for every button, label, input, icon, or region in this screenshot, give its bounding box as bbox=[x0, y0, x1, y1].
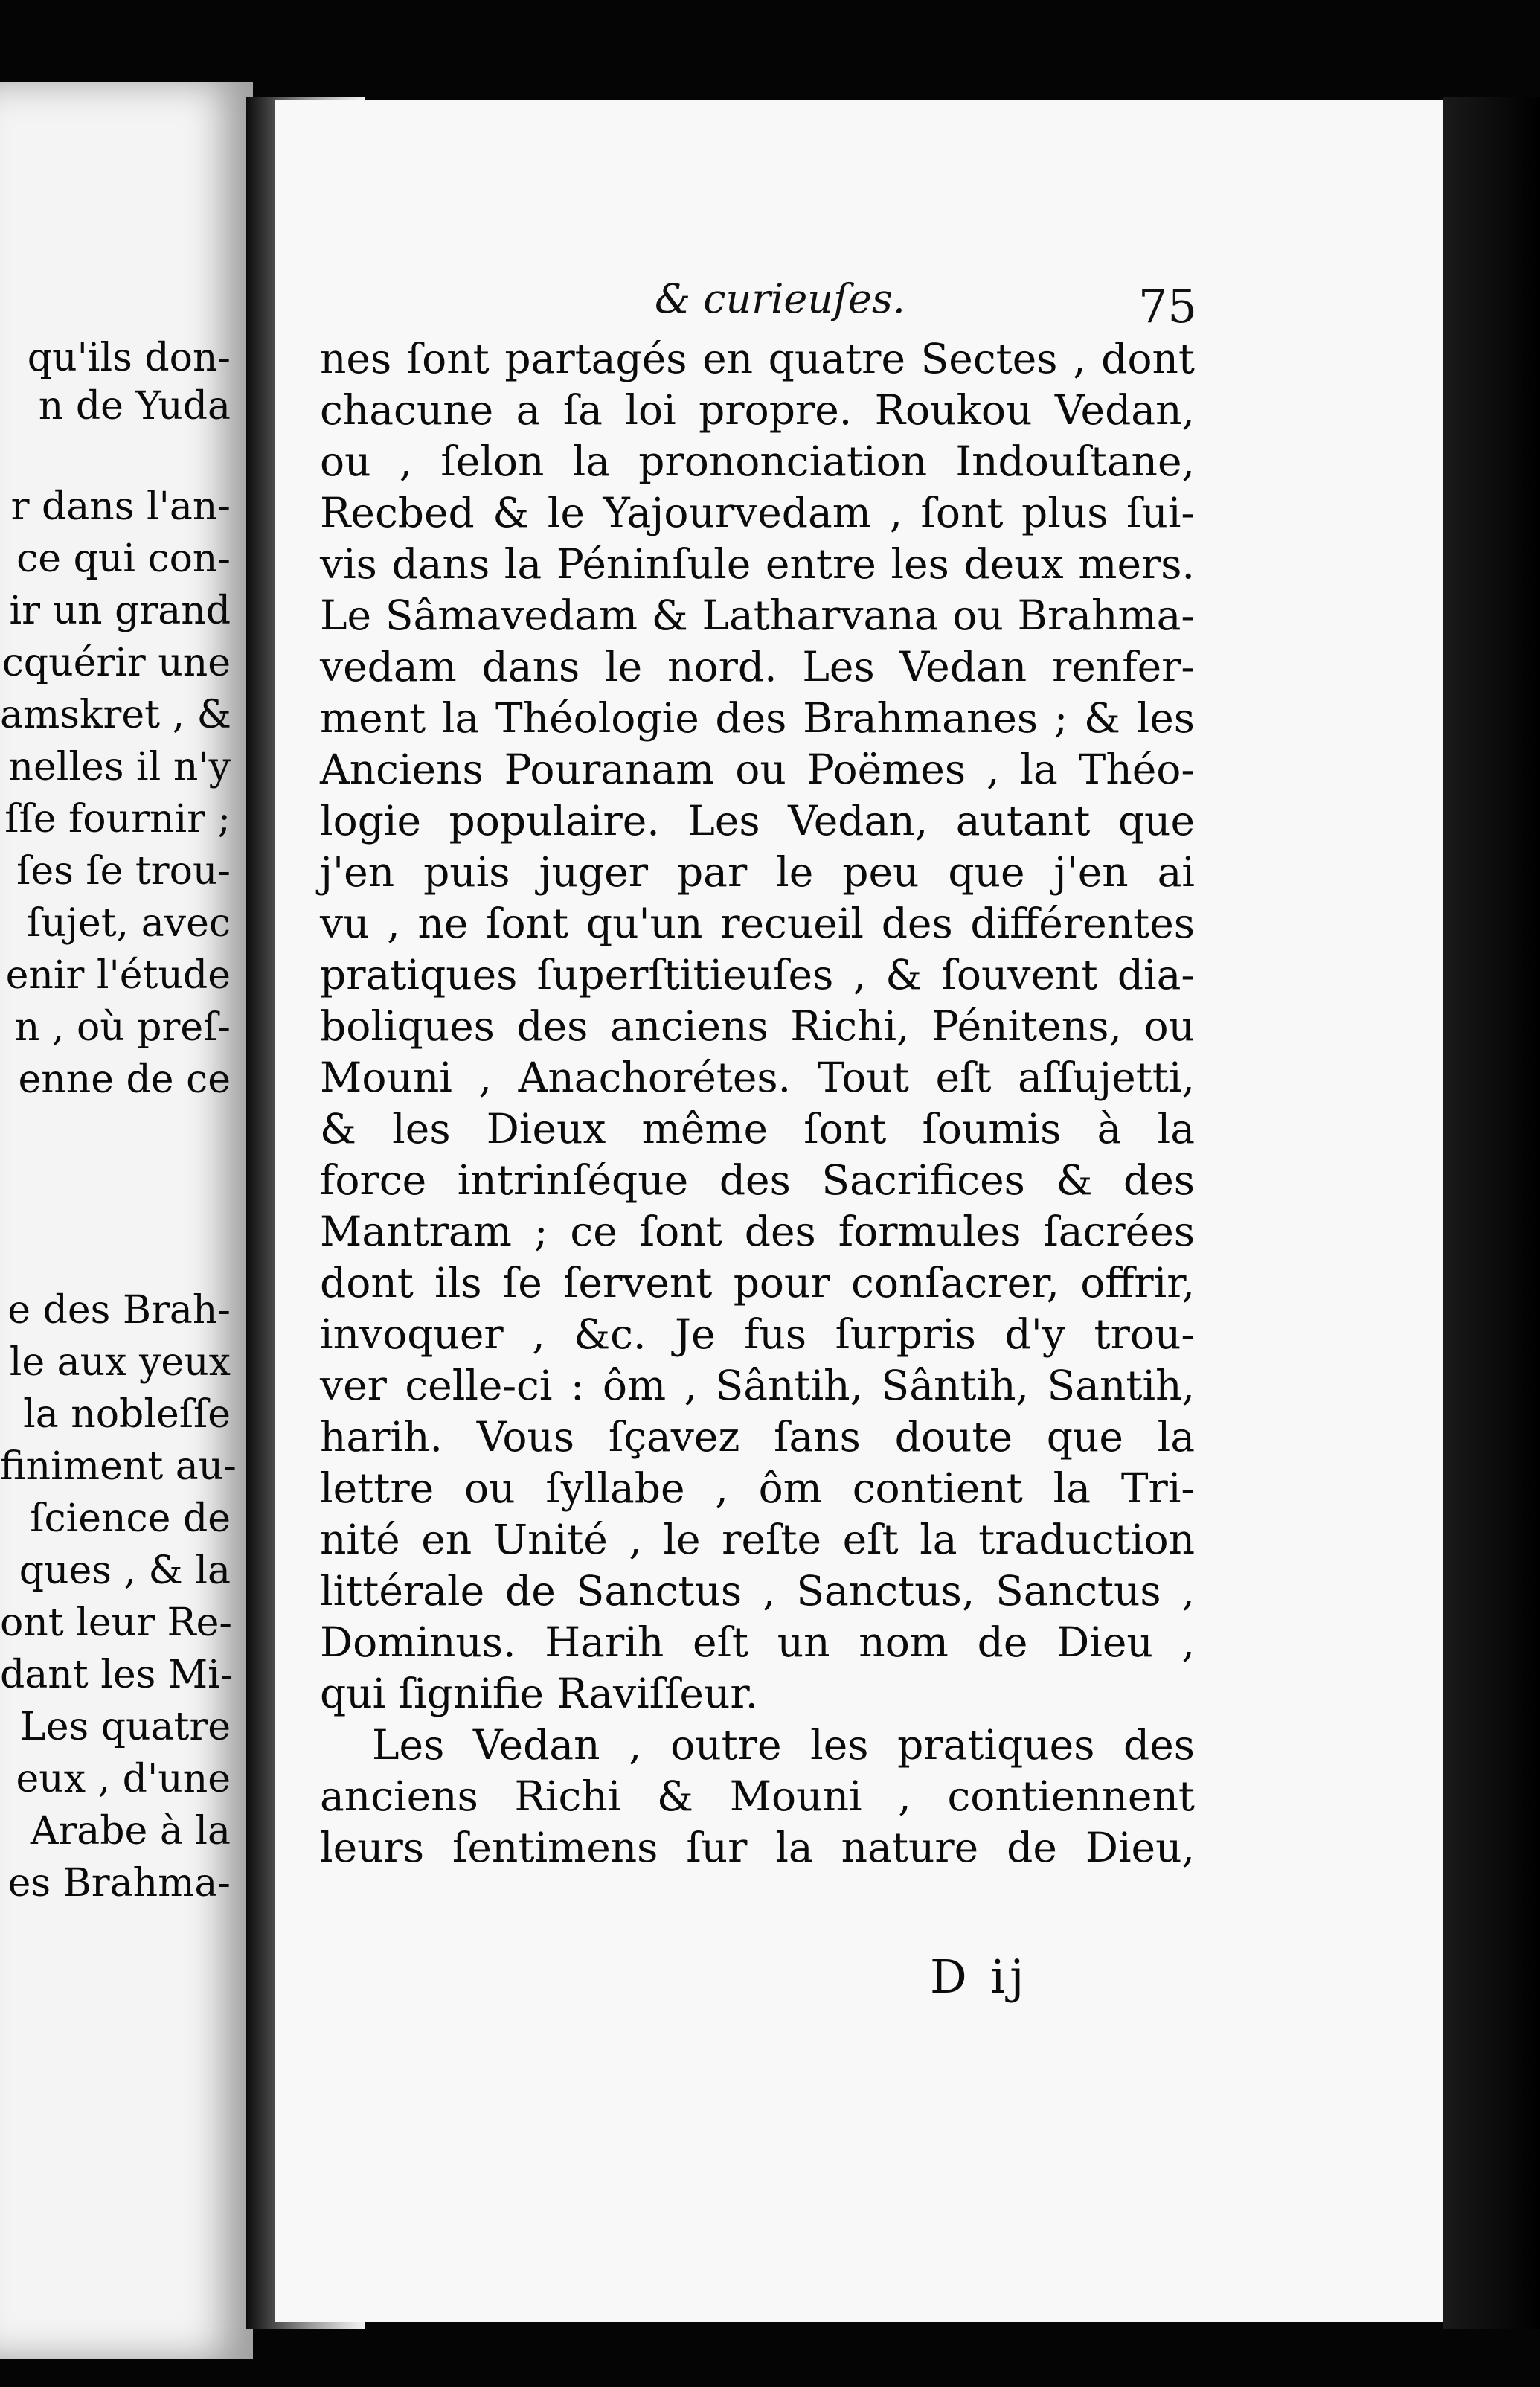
left-line-22: dant les Mi- bbox=[0, 1653, 234, 1697]
text-line-13: pratiques ſuperſtitieuſes , & ſouvent dia- bbox=[320, 951, 1195, 999]
text-line-2: chacune a ſa loi propre. Roukou Vedan, bbox=[320, 386, 1195, 434]
left-line-14: enne de ce bbox=[18, 1057, 231, 1102]
text-line-30: leurs ſentimens ſur la nature de Dieu, bbox=[320, 1824, 1195, 1871]
left-line-9: ſſe fournir ; bbox=[4, 797, 231, 842]
left-line-16: le aux yeux bbox=[9, 1340, 231, 1385]
text-line-29: anciens Richi & Mouni , contiennent bbox=[320, 1772, 1195, 1820]
left-line-12: enir l'étude bbox=[5, 953, 231, 998]
text-line-12: vu , ne ſont qu'un recueil des différentes bbox=[320, 900, 1195, 947]
text-line-21: ver celle-ci : ôm , Sântih, Sântih, Santih, bbox=[320, 1362, 1195, 1409]
text-line-9: Anciens Pouranam ou Poëmes , la Théo- bbox=[320, 746, 1195, 793]
body-text bbox=[320, 333, 1195, 1874]
text-line-6: Le Sâmavedam & Latharvana ou Brahma- bbox=[320, 592, 1195, 639]
text-line-7: vedam dans le nord. Les Vedan renfer- bbox=[320, 643, 1195, 691]
text-line-3: ou , ſelon la prononciation Indouſtane, bbox=[320, 438, 1195, 485]
left-line-25: Arabe à la bbox=[30, 1809, 231, 1853]
text-line-25: littérale de Sanctus , Sanctus, Sanctus , bbox=[320, 1567, 1195, 1615]
left-line-24: eux , d'une bbox=[16, 1757, 231, 1801]
running-head: & curieuſes. bbox=[655, 275, 905, 322]
text-line-23: lettre ou ſyllabe , ôm contient la Tri- bbox=[320, 1464, 1195, 1512]
text-line-19: dont ils ſe ſervent pour conſacrer, offrir, bbox=[320, 1259, 1195, 1307]
left-line-3: r dans l'an- bbox=[10, 484, 231, 529]
left-line-13: n , où preſ- bbox=[14, 1005, 231, 1050]
left-line-2: n de Yuda bbox=[38, 384, 231, 429]
left-line-23: Les quatre bbox=[20, 1705, 231, 1749]
signature-mark: D ij bbox=[930, 1949, 1029, 2004]
left-line-19: ſcience de bbox=[30, 1496, 231, 1541]
text-line-16: & les Dieux même ſont ſoumis à la bbox=[320, 1105, 1195, 1153]
left-line-8: nelles il n'y bbox=[8, 745, 231, 789]
left-line-15: e des Brah- bbox=[7, 1288, 231, 1333]
text-line-28: Les Vedan , outre les pratiques des bbox=[372, 1721, 1195, 1769]
left-line-5: ir un grand bbox=[9, 589, 231, 633]
left-line-4: ce qui con- bbox=[16, 536, 231, 581]
left-line-1: qu'ils don- bbox=[27, 336, 231, 380]
page-edge-shadow bbox=[1443, 97, 1540, 2329]
text-line-22: harih. Vous ſçavez ſans doute que la bbox=[320, 1413, 1195, 1461]
left-line-6: cquérir une bbox=[1, 641, 231, 685]
left-line-7: amskret , & bbox=[0, 693, 231, 737]
text-line-8: ment la Théologie des Brahmanes ; & les bbox=[320, 694, 1195, 742]
left-line-11: ſujet, avec bbox=[27, 901, 231, 946]
left-line-21: ont leur Re- bbox=[0, 1601, 232, 1645]
text-line-27: qui ſignifie Raviſſeur. bbox=[320, 1670, 759, 1717]
text-line-11: j'en puis juger par le peu que j'en ai bbox=[320, 848, 1195, 896]
text-line-17: force intrinſéque des Sacrifices & des bbox=[320, 1156, 1195, 1204]
left-line-18: finiment au- bbox=[0, 1444, 237, 1489]
text-line-18: Mantram ; ce ſont des formules ſacrées bbox=[320, 1208, 1195, 1255]
page-number: 75 bbox=[1138, 279, 1197, 333]
text-line-5: vis dans la Péninſule entre les deux mers. bbox=[320, 540, 1195, 588]
text-line-4: Recbed & le Yajourvedam , ſont plus ſui- bbox=[320, 489, 1195, 536]
left-line-26: es Brahma- bbox=[7, 1861, 231, 1906]
text-line-26: Dominus. Harih eſt un nom de Dieu , bbox=[320, 1618, 1195, 1666]
text-line-14: boliques des anciens Richi, Pénitens, ou bbox=[320, 1002, 1195, 1050]
text-line-24: nité en Unité , le reſte eſt la traduction bbox=[320, 1516, 1195, 1563]
text-line-20: invoquer , &c. Je fus ſurpris d'y trou- bbox=[320, 1310, 1195, 1358]
text-line-10: logie populaire. Les Vedan, autant que bbox=[320, 797, 1195, 845]
left-line-10: ſes ſe trou- bbox=[16, 849, 231, 894]
left-page bbox=[0, 82, 253, 2359]
left-line-17: la nobleſſe bbox=[23, 1392, 231, 1437]
text-line-1: nes ſont partagés en quatre Sectes , dont bbox=[320, 335, 1195, 382]
text-line-15: Mouni , Anachorétes. Tout eſt aſſujetti, bbox=[320, 1054, 1195, 1101]
left-line-20: ques , & la bbox=[19, 1548, 231, 1593]
